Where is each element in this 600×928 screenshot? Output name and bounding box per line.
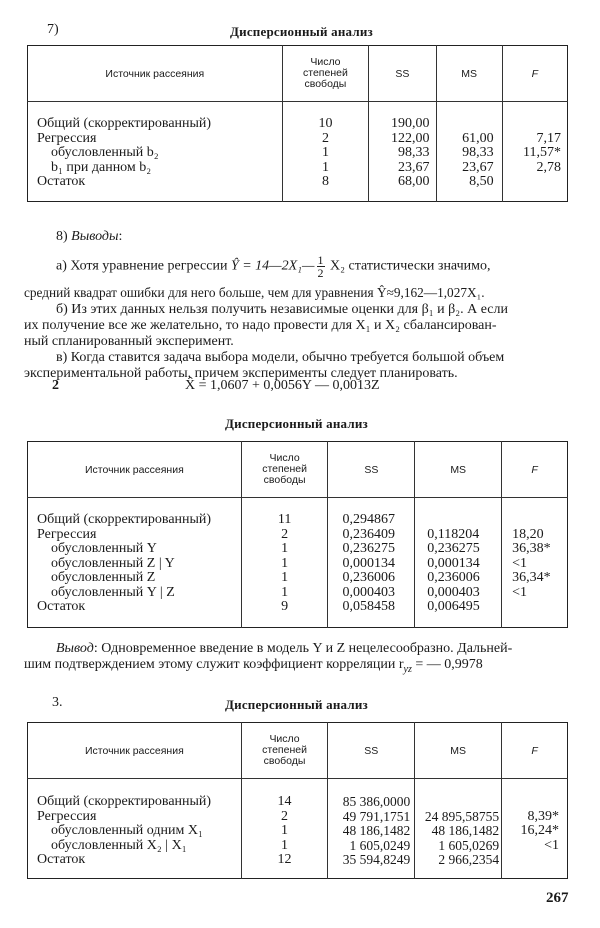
f-column: 18,20 36,38* <1 36,34* <1 [502,498,568,628]
conclusion-line2: шим подтверждением этому служит коэффициент корреляции $r_{yz}$ = — 0,9978 [24,657,483,675]
anova-table-2 [27,441,568,628]
source-column: Общий (скорректированный) Регрессия обусловленный Y обусловленный Z | Y обусловленный Z обусловленный Y | Z Остаток [37,512,212,614]
ms-column: 24 895,58755 48 186,1482 1 605,0269 2 966,2354 [415,779,502,879]
header-ss: SS [328,442,415,498]
df-column: 11 2 1 1 1 1 9 [241,498,328,628]
source-column: Общий (скорректированный) Регрессия обусловленный b₂ b₁ при данном b₂ Остаток [37,116,212,189]
header-df: Число степеней свободы [282,46,369,102]
f-column: 8,39* 16,24* <1 [502,779,568,879]
conclusion-c-line1: в) Когда ставится задача выбора модели, обычно требуется большой объем [56,350,505,365]
f-column: 7,17 11,57* 2,78 [502,102,567,202]
header-source: Источник рассеяния [28,46,283,102]
header-df: Число степеней свободы [241,442,328,498]
header-df: Число степеней свободы [241,723,328,779]
header-ss: SS [328,723,415,779]
header-source: Источник рассеяния [28,723,242,779]
page-number: 267 [546,890,569,906]
table-title: Дисперсионный анализ [230,24,373,39]
conclusion-a-line1: а) Хотя уравнение регрессии Ŷ = 14—2X₁— $\frac{1}{2}$ X₂ статистически значимо, [56,253,491,280]
fraction: $\frac{1}{2}$ [317,253,324,280]
conclusion-c-line2: экспериментальной работы, причем эксперименты следует планировать. [24,366,458,381]
df-column: 10 2 1 1 8 [282,102,369,202]
problem-number: 3. [52,695,63,710]
table-title: Дисперсионный анализ [225,697,368,712]
header-f: F [502,723,568,779]
header-f: F [502,442,568,498]
ss-column: 190,00 122,00 98,33 23,67 68,00 [369,102,436,202]
anova-table-3 [27,722,568,879]
header-ss: SS [369,46,436,102]
header-f: F [502,46,567,102]
df-column: 14 2 1 1 12 [241,779,328,879]
conclusions-heading: 8) Выводы: [56,229,123,244]
conclusion-line1: Вывод: Одновременное введение в модель Y и Z нецелесообразно. Дальней- [56,641,513,656]
header-ms: MS [436,46,502,102]
ss-column: 0,294867 0,236409 0,236275 0,000134 0,236006 0,000403 0,058458 [328,498,415,628]
ms-column: 61,00 98,33 23,67 8,50 [436,102,502,202]
conclusion-b-line3: ный спланированный эксперимент. [24,334,234,349]
conclusion-a-line2: средний квадрат ошибки для него больше, чем для уравнения Ŷ≈9,162—1,027X₁. [24,285,485,300]
header-ms: MS [415,723,502,779]
header-ms: MS [415,442,502,498]
conclusion-b-line1: б) Из этих данных нельзя получить независимые оценки для β₁ и β₂. А если [56,302,508,317]
source-column: Общий (скорректированный) Регрессия обусловленный одним X₁ обусловленный X₂ | X₁ Остаток [37,794,212,867]
ss-column: 85 386,0000 49 791,1751 48 186,1482 1 605,0249 35 594,8249 [328,779,415,879]
conclusion-b-line2: их получение все же желательно, то надо провести для X₁ и X₂ сбалансирован- [24,318,497,333]
header-source: Источник рассеяния [28,442,242,498]
regression-equation: X̂ = 1,0607 + 0,0056Y — 0,0013Z [185,378,380,393]
section-number: 7) [47,22,59,37]
problem-number: 2 [52,378,59,393]
anova-table-7 [27,45,568,202]
table-title: Дисперсионный анализ [225,416,368,431]
ms-column: 0,118204 0,236275 0,000134 0,236006 0,000403 0,006495 [415,498,502,628]
